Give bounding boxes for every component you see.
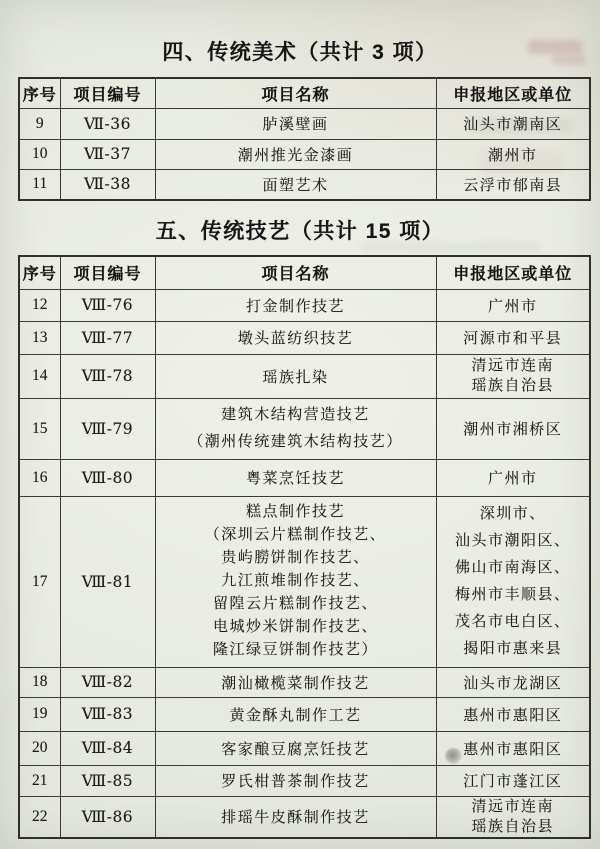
cell-serial-number: 12	[19, 289, 60, 321]
cell-project-code: Ⅷ-80	[60, 459, 155, 496]
cell-serial-number: 10	[19, 139, 60, 169]
text-line: 深圳市、	[479, 505, 546, 522]
cell-project-code: Ⅷ-84	[60, 731, 155, 765]
cell-serial-number: 22	[19, 796, 60, 838]
text-line: 留隍云片糕制作技艺、	[212, 596, 378, 612]
cell-project-name	[155, 354, 436, 398]
text-line: 惠州市惠阳区	[463, 707, 563, 724]
text-line: 打金制作技艺	[245, 298, 345, 315]
text-line: 清远市连南	[471, 358, 554, 374]
table-row	[19, 139, 590, 169]
cell-declaring-region	[436, 459, 590, 496]
cell-project-code: Ⅷ-82	[60, 667, 155, 697]
table-row	[19, 398, 590, 459]
table-row	[19, 354, 590, 398]
text-line: 瑶族自治县	[471, 378, 554, 394]
cell-serial-number: 18	[19, 667, 60, 697]
cell-project-code: Ⅷ-86	[60, 796, 155, 838]
column-header: 项目名称	[155, 78, 436, 108]
cell-declaring-region	[436, 354, 590, 398]
column-header: 序号	[19, 256, 60, 289]
cell-project-name	[155, 459, 436, 496]
cell-project-name	[155, 667, 436, 697]
cell-declaring-region	[436, 289, 590, 321]
cell-declaring-region	[436, 667, 590, 697]
cell-project-code: Ⅶ-37	[60, 139, 155, 169]
text-line: 清远市连南	[471, 798, 554, 815]
column-header: 申报地区或单位	[436, 78, 590, 108]
column-header: 项目编号	[60, 256, 155, 289]
cell-project-name	[155, 765, 436, 796]
cell-declaring-region	[436, 169, 590, 200]
text-line: 客家酿豆腐烹饪技艺	[221, 741, 370, 758]
cell-project-code: Ⅶ-38	[60, 169, 155, 200]
text-line: 黄金酥丸制作工艺	[229, 707, 362, 724]
table-row	[19, 765, 590, 796]
text-line: 潮州推光金漆画	[237, 147, 354, 164]
column-header: 序号	[19, 78, 60, 108]
cell-declaring-region	[436, 796, 590, 838]
cell-project-name	[155, 169, 436, 200]
table-row	[19, 169, 590, 200]
header-row	[19, 256, 590, 289]
cell-project-name	[155, 496, 436, 667]
table-row	[19, 289, 590, 321]
text-line: 墩头蓝纺织技艺	[237, 331, 354, 347]
text-line: 瑶族扎染	[262, 369, 329, 386]
cell-declaring-region	[436, 496, 590, 667]
text-line: 江门市蓬江区	[463, 774, 563, 790]
cell-serial-number: 11	[19, 169, 60, 200]
text-line: 云浮市郁南县	[463, 177, 563, 194]
cell-project-name	[155, 398, 436, 459]
cell-serial-number: 13	[19, 321, 60, 354]
text-line: 汕头市潮南区	[463, 117, 563, 133]
cell-project-name	[155, 108, 436, 139]
cell-project-code: Ⅷ-85	[60, 765, 155, 796]
text-line: 揭阳市惠来县	[463, 640, 563, 657]
text-line: 胪溪壁画	[262, 117, 329, 133]
text-line: （潮州传统建筑木结构技艺）	[188, 433, 403, 450]
text-line: 广州市	[487, 298, 538, 315]
cell-project-code: Ⅷ-83	[60, 697, 155, 731]
cell-serial-number: 16	[19, 459, 60, 496]
cell-project-code: Ⅷ-76	[60, 289, 155, 321]
table-row	[19, 108, 590, 139]
table-row	[19, 459, 590, 496]
cell-declaring-region	[436, 697, 590, 731]
column-header: 申报地区或单位	[436, 256, 590, 289]
cell-project-name	[155, 289, 436, 321]
text-line: 潮州市	[487, 147, 538, 164]
text-line: 汕头市潮阳区、	[454, 532, 571, 549]
table-row	[19, 667, 590, 697]
cell-serial-number: 19	[19, 697, 60, 731]
cell-serial-number: 14	[19, 354, 60, 398]
cell-project-code: Ⅷ-81	[60, 496, 155, 667]
table-row	[19, 321, 590, 354]
cell-declaring-region	[436, 139, 590, 169]
column-header: 项目名称	[155, 256, 436, 289]
text-line: （深圳云片糕制作技艺、	[204, 527, 387, 543]
text-line: 粤菜烹饪技艺	[245, 471, 345, 487]
text-line: 罗氏柑普茶制作技艺	[221, 774, 370, 790]
table-row	[19, 796, 590, 838]
text-line: 佛山市南海区、	[454, 559, 571, 576]
cell-serial-number: 21	[19, 765, 60, 796]
table-row	[19, 496, 590, 667]
text-line: 广州市	[487, 471, 538, 487]
section-title-traditional-techniques: 五、传统技艺（共计 15 项）	[155, 220, 445, 243]
table-row	[19, 731, 590, 765]
section-title-traditional-fine-arts: 四、传统美术（共计 3 项）	[162, 41, 438, 64]
text-line: 糕点制作技艺	[245, 504, 345, 520]
text-line: 九江煎堆制作技艺、	[221, 573, 370, 589]
cell-serial-number: 20	[19, 731, 60, 765]
cell-project-code: Ⅷ-78	[60, 354, 155, 398]
text-line: 建筑木结构营造技艺	[221, 406, 370, 423]
cell-project-name	[155, 321, 436, 354]
text-line: 惠州市惠阳区	[463, 741, 563, 758]
text-line: 潮州市湘桥区	[463, 422, 563, 438]
cell-serial-number: 17	[19, 496, 60, 667]
cell-declaring-region	[436, 731, 590, 765]
text-line: 河源市和平县	[463, 331, 563, 347]
cell-declaring-region	[436, 108, 590, 139]
text-line: 贵屿朥饼制作技艺、	[221, 550, 370, 566]
text-line: 茂名市电白区、	[454, 613, 571, 630]
table-body	[19, 108, 590, 200]
table-row	[19, 697, 590, 731]
cell-declaring-region	[436, 765, 590, 796]
column-header: 项目编号	[60, 78, 155, 108]
table-traditional-techniques	[18, 255, 591, 839]
text-line: 汕头市龙湖区	[463, 675, 563, 692]
table-traditional-fine-arts	[18, 77, 591, 201]
cell-project-code: Ⅶ-36	[60, 108, 155, 139]
table-body	[19, 289, 590, 838]
text-line: 电城炒米饼制作技艺、	[212, 619, 378, 635]
cell-declaring-region	[436, 321, 590, 354]
cell-project-name	[155, 697, 436, 731]
cell-serial-number: 9	[19, 108, 60, 139]
header-row	[19, 78, 590, 108]
cell-project-name	[155, 139, 436, 169]
text-line: 瑶族自治县	[471, 818, 554, 835]
text-line: 隆江绿豆饼制作技艺）	[212, 642, 378, 658]
text-line: 排瑶牛皮酥制作技艺	[221, 810, 370, 826]
cell-project-name	[155, 796, 436, 838]
cell-project-code: Ⅷ-79	[60, 398, 155, 459]
table-header	[19, 256, 590, 289]
text-line: 面塑艺术	[262, 177, 329, 194]
table-header	[19, 78, 590, 108]
text-line: 潮汕橄榄菜制作技艺	[221, 675, 370, 692]
cell-serial-number: 15	[19, 398, 60, 459]
cell-project-code: Ⅷ-77	[60, 321, 155, 354]
cell-project-name	[155, 731, 436, 765]
cell-declaring-region	[436, 398, 590, 459]
text-line: 梅州市丰顺县、	[454, 586, 571, 603]
